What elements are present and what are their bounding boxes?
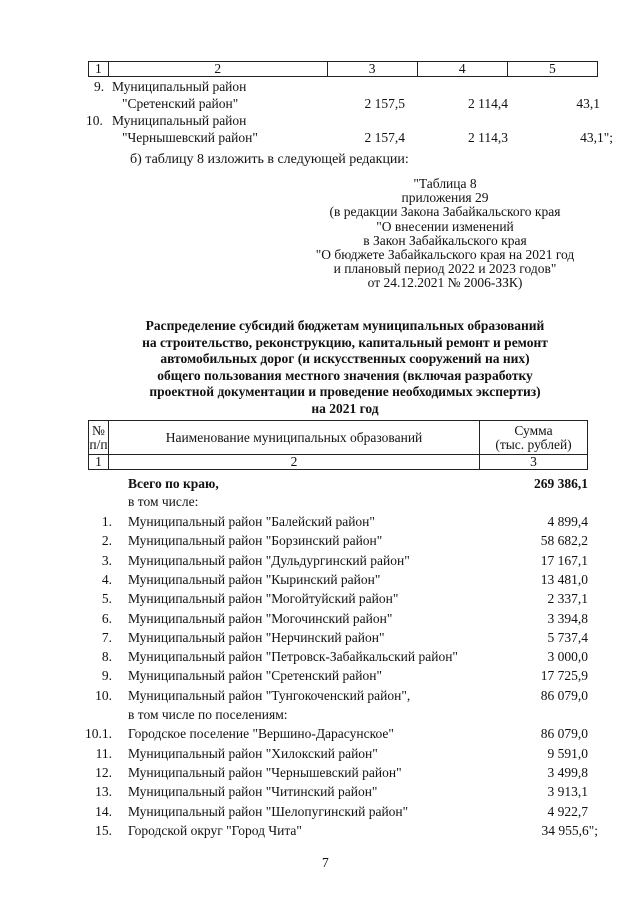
title-line: на 2021 год bbox=[311, 400, 379, 416]
main-table-header bbox=[88, 420, 588, 470]
row-col3: 2 157,5 bbox=[364, 96, 405, 111]
annex-line: от 24.12.2021 № 2006-ЗЗК) bbox=[367, 275, 523, 291]
row-number: 1. bbox=[101, 514, 112, 529]
table-row bbox=[0, 668, 640, 686]
row-col4: 2 114,3 bbox=[468, 130, 508, 145]
top-table-header bbox=[88, 61, 598, 77]
title-line: автомобильных дорог (и искусственных сооружений на них) bbox=[160, 351, 530, 366]
annex-line: (в редакции Закона Забайкальского края bbox=[329, 204, 561, 220]
table-row bbox=[0, 649, 640, 667]
title-line: проектной документации и проведение необходимых экспертиз) bbox=[149, 384, 541, 399]
row-name: Муниципальный район "Дульдургинский район" bbox=[128, 552, 410, 568]
row-value: 3 499,8 bbox=[547, 764, 588, 780]
annex-line: приложения 29 bbox=[401, 190, 489, 206]
table-row bbox=[0, 553, 640, 571]
table-row bbox=[0, 533, 640, 551]
instruction-text: б) таблицу 8 изложить в следующей редакции: bbox=[130, 152, 409, 167]
incl-row bbox=[0, 494, 640, 512]
table-row bbox=[0, 726, 640, 744]
row-name: Муниципальный район "Балейский район" bbox=[128, 514, 375, 529]
row-name: Муниципальный район "Шелопугинский район" bbox=[128, 803, 409, 819]
table-row bbox=[0, 630, 640, 648]
row-value: 17 167,1 bbox=[540, 552, 588, 568]
row-number: 7. bbox=[101, 629, 112, 645]
row-number: 5. bbox=[101, 591, 112, 607]
title-line: общего пользования местного значения (включая разработку bbox=[157, 367, 533, 383]
num-header-line1: № bbox=[92, 422, 105, 438]
row-col4: 2 114,4 bbox=[468, 96, 508, 111]
row-value: 86 079,0 bbox=[540, 726, 588, 742]
table-row bbox=[0, 746, 640, 764]
row-name: Муниципальный район "Могойтуйский район" bbox=[128, 591, 399, 607]
title-line: Распределение субсидий бюджетам муниципальных образований bbox=[145, 318, 545, 333]
incl-label: в том числе: bbox=[128, 494, 199, 509]
row-number: 12. bbox=[95, 764, 112, 780]
annex-line: "О внесении изменений bbox=[376, 218, 514, 234]
row-name: Муниципальный район "Борзинский район" bbox=[128, 533, 383, 549]
annex-line: в Закон Забайкальского края bbox=[363, 232, 527, 248]
row-name: в том числе по поселениям: bbox=[128, 707, 288, 722]
row-col5: 43,1 bbox=[576, 96, 600, 111]
table-row bbox=[0, 572, 640, 590]
row-number: 14. bbox=[95, 803, 112, 819]
row-value: 13 481,0 bbox=[540, 571, 588, 587]
sum-header bbox=[480, 421, 588, 455]
col-header: 5 bbox=[507, 62, 597, 77]
row-value: 58 682,2 bbox=[540, 533, 588, 549]
row-name-line1: Муниципальный район bbox=[112, 79, 247, 94]
row-name: Муниципальный район "Петровск-Забайкальский район" bbox=[128, 649, 458, 665]
table-row bbox=[0, 591, 640, 609]
sum-header-line2: (тыс. рублей) bbox=[495, 436, 572, 452]
row-value: 4 922,7 bbox=[547, 803, 588, 819]
row-number: 2. bbox=[101, 533, 112, 549]
row-name-line2: "Чернышевский район" bbox=[122, 130, 258, 145]
num-header-line2: п/п bbox=[89, 436, 108, 452]
row-col5: 43,1"; bbox=[580, 130, 613, 145]
row-number: 8. bbox=[101, 649, 112, 665]
annex-line: и плановый период 2022 и 2023 годов" bbox=[333, 261, 557, 277]
row-name-line1: Муниципальный район bbox=[112, 113, 247, 128]
row-name: Муниципальный район "Сретенский район" bbox=[128, 668, 382, 684]
row-value: 5 737,4 bbox=[547, 629, 588, 645]
table-row bbox=[0, 823, 640, 841]
table-row bbox=[0, 688, 640, 706]
row-number: 10.1. bbox=[85, 726, 112, 742]
col-header: 1 bbox=[89, 62, 109, 77]
col-number: 2 bbox=[109, 455, 480, 470]
col-header: 3 bbox=[327, 62, 417, 77]
row-value: 3 913,1 bbox=[547, 784, 588, 800]
total-row bbox=[0, 476, 640, 494]
row-number: 11. bbox=[95, 745, 112, 761]
table-row bbox=[0, 707, 640, 725]
num-header bbox=[89, 421, 109, 455]
total-label: Всего по краю, bbox=[128, 476, 219, 491]
col-number: 1 bbox=[89, 455, 109, 470]
row-value: 4 899,4 bbox=[547, 514, 588, 529]
row-name: Городское поселение "Вершино-Дарасунское" bbox=[128, 726, 394, 742]
row-value: 86 079,0 bbox=[540, 687, 588, 703]
row-col3: 2 157,4 bbox=[364, 130, 405, 145]
table-row bbox=[0, 765, 640, 783]
row-name-line2: "Сретенский район" bbox=[122, 96, 239, 111]
row-number: 3. bbox=[101, 552, 112, 568]
row-value: 9 591,0 bbox=[547, 745, 588, 761]
row-number: 6. bbox=[101, 610, 112, 626]
row-name: Городской округ "Город Чита" bbox=[128, 822, 302, 838]
title-line: на строительство, реконструкцию, капитальный ремонт и ремонт bbox=[142, 334, 548, 350]
annex-line: "О бюджете Забайкальского края на 2021 год bbox=[315, 247, 575, 262]
row-value: 3 394,8 bbox=[547, 610, 588, 626]
row-number: 9. bbox=[101, 668, 112, 684]
table-row bbox=[0, 514, 640, 532]
row-number: 13. bbox=[95, 784, 112, 800]
row-value: 17 725,9 bbox=[540, 668, 588, 684]
annex-line: "Таблица 8 bbox=[413, 176, 477, 191]
row-name: Муниципальный район "Чернышевский район" bbox=[128, 764, 402, 780]
row-name: Муниципальный район "Тунгокоченский район", bbox=[128, 687, 411, 703]
name-header: Наименование муниципальных образований bbox=[109, 421, 480, 455]
table-row bbox=[0, 804, 640, 822]
total-value: 269 386,1 bbox=[534, 476, 588, 491]
row-value: 2 337,1 bbox=[547, 591, 588, 607]
row-number: 15. bbox=[95, 822, 112, 838]
row-name: Муниципальный район "Кыринский район" bbox=[128, 571, 381, 587]
sum-header-line1: Сумма bbox=[514, 422, 553, 438]
row-name: Муниципальный район "Хилокский район" bbox=[128, 745, 378, 761]
col-number: 3 bbox=[480, 455, 588, 470]
row-number: 4. bbox=[101, 571, 112, 587]
table-row bbox=[0, 611, 640, 629]
row-name: Муниципальный район "Нерчинский район" bbox=[128, 629, 385, 645]
row-value: 3 000,0 bbox=[547, 649, 588, 665]
col-header: 4 bbox=[417, 62, 507, 77]
row-number: 10. bbox=[95, 687, 112, 703]
row-name: Муниципальный район "Могочинский район" bbox=[128, 610, 393, 626]
table-row bbox=[0, 784, 640, 802]
row-number: 9. bbox=[94, 79, 105, 94]
row-value: 34 955,6"; bbox=[541, 822, 598, 838]
page-number: 7 bbox=[322, 855, 329, 870]
row-number: 10. bbox=[86, 113, 103, 128]
row-name: Муниципальный район "Читинский район" bbox=[128, 784, 378, 800]
col-header: 2 bbox=[108, 62, 327, 77]
